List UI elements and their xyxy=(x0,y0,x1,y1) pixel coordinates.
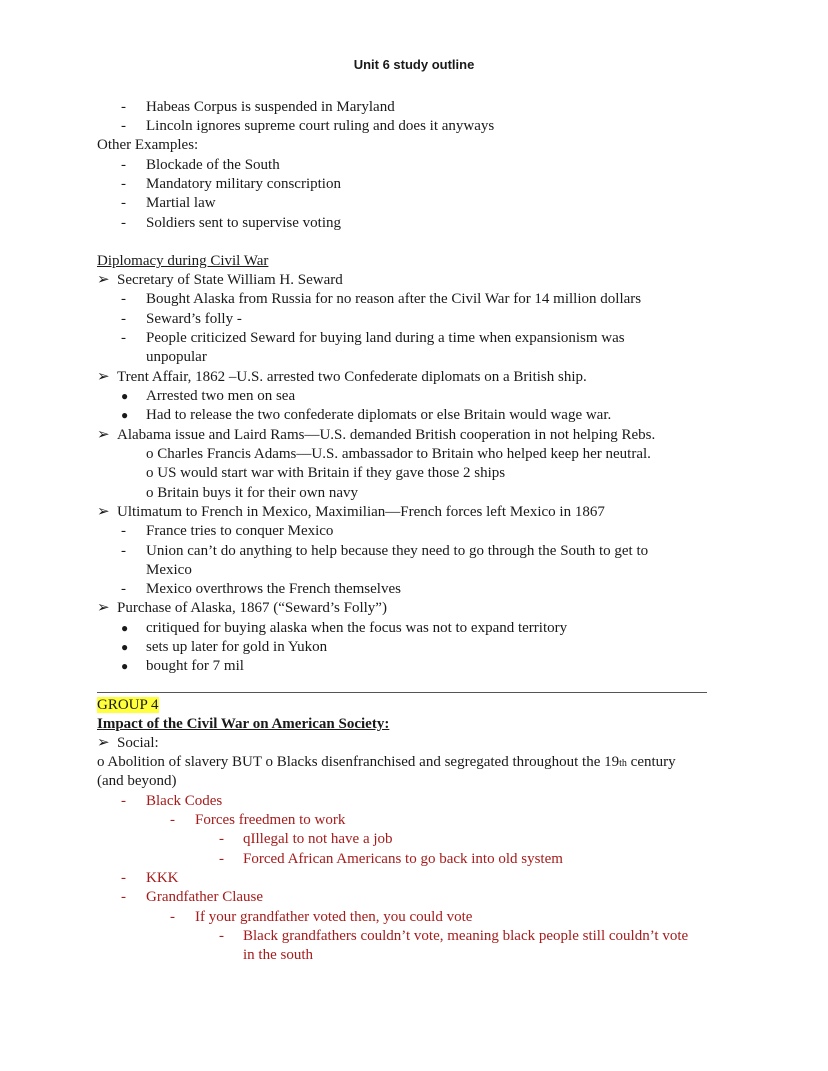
dash-marker: - xyxy=(121,195,126,211)
bullet-icon: ● xyxy=(121,640,129,654)
superscript-text: th xyxy=(619,758,627,769)
dash-marker: - xyxy=(121,889,126,905)
dash-marker: - xyxy=(121,870,126,886)
list-item: Purchase of Alaska, 1867 (“Seward’s Folly”) xyxy=(117,600,387,616)
dash-marker: - xyxy=(121,793,126,809)
list-item: o US would start war with Britain if they gave those 2 ships xyxy=(146,465,506,481)
list-item: o Britain buys it for their own navy xyxy=(146,485,359,501)
paragraph-text: century xyxy=(626,754,676,770)
arrow-bullet-icon: ➢ xyxy=(97,427,110,443)
list-item: critiqued for buying alaska when the focus was not to expand territory xyxy=(146,620,568,636)
dash-marker: - xyxy=(121,215,126,231)
dash-marker: - xyxy=(219,928,224,944)
dash-marker: - xyxy=(219,831,224,847)
list-item: Martial law xyxy=(146,195,216,211)
list-item-continued: Mexico xyxy=(146,562,192,578)
section-heading: Impact of the Civil War on American Society: xyxy=(97,716,390,732)
dash-marker: - xyxy=(121,118,126,134)
section-label: Other Examples: xyxy=(97,137,199,153)
arrow-bullet-icon: ➢ xyxy=(97,735,110,751)
list-item: Black grandfathers couldn’t vote, meaning black people still couldn’t vote xyxy=(243,928,689,944)
list-item: KKK xyxy=(146,870,179,886)
list-item: Union can’t do anything to help because they need to go through the South to get to xyxy=(146,543,649,559)
list-item: Forced African Americans to go back into old system xyxy=(243,851,563,867)
paragraph-line: (and beyond) xyxy=(97,773,177,789)
dash-marker: - xyxy=(219,851,224,867)
bullet-icon: ● xyxy=(121,389,129,403)
list-item: Habeas Corpus is suspended in Maryland xyxy=(146,99,395,115)
list-item: Blockade of the South xyxy=(146,157,280,173)
list-item: Trent Affair, 1862 –U.S. arrested two Confederate diplomats on a British ship. xyxy=(117,369,587,385)
list-item: If your grandfather voted then, you could vote xyxy=(195,909,473,925)
bullet-icon: ● xyxy=(121,621,129,635)
highlighted-text: GROUP 4 xyxy=(97,697,159,713)
list-item: sets up later for gold in Yukon xyxy=(146,639,328,655)
dash-marker: - xyxy=(121,176,126,192)
list-item: People criticized Seward for buying land during a time when expansionism was xyxy=(146,330,625,346)
arrow-bullet-icon: ➢ xyxy=(97,272,110,288)
paragraph-line xyxy=(97,753,676,773)
list-item: Had to release the two confederate diplomats or else Britain would wage war. xyxy=(146,407,612,423)
list-item: Secretary of State William H. Seward xyxy=(117,272,343,288)
dash-marker: - xyxy=(170,909,175,925)
list-item: bought for 7 mil xyxy=(146,658,244,674)
group-label xyxy=(97,696,159,715)
list-item-continued: unpopular xyxy=(146,349,207,365)
list-item: Lincoln ignores supreme court ruling and does it anyways xyxy=(146,118,495,134)
list-item: Black Codes xyxy=(146,793,223,809)
list-item: Alabama issue and Laird Rams—U.S. demanded British cooperation in not helping Rebs. xyxy=(117,427,656,443)
dash-marker: - xyxy=(121,523,126,539)
list-item-continued: in the south xyxy=(243,947,313,963)
bullet-icon: ● xyxy=(121,659,129,673)
dash-marker: - xyxy=(121,581,126,597)
list-item: qIllegal to not have a job xyxy=(243,831,393,847)
dash-marker: - xyxy=(170,812,175,828)
arrow-bullet-icon: ➢ xyxy=(97,600,110,616)
list-item: Mandatory military conscription xyxy=(146,176,341,192)
list-item: Grandfather Clause xyxy=(146,889,264,905)
list-item: Bought Alaska from Russia for no reason after the Civil War for 14 million dollars xyxy=(146,291,642,307)
horizontal-divider xyxy=(97,692,707,693)
list-item: Social: xyxy=(117,735,159,751)
dash-marker: - xyxy=(121,330,126,346)
arrow-bullet-icon: ➢ xyxy=(97,369,110,385)
paragraph-text: o Abolition of slavery BUT o Blacks disenfranchised and segregated throughout the 19 xyxy=(97,754,620,770)
bullet-icon: ● xyxy=(121,408,129,422)
dash-marker: - xyxy=(121,99,126,115)
dash-marker: - xyxy=(121,291,126,307)
dash-marker: - xyxy=(121,311,126,327)
page-title: Unit 6 study outline xyxy=(353,57,475,72)
arrow-bullet-icon: ➢ xyxy=(97,504,110,520)
dash-marker: - xyxy=(121,157,126,173)
section-heading: Diplomacy during Civil War xyxy=(97,253,269,269)
list-item: Mexico overthrows the French themselves xyxy=(146,581,401,597)
list-item: Seward’s folly - xyxy=(146,311,242,327)
list-item: o Charles Francis Adams—U.S. ambassador to Britain who helped keep her neutral. xyxy=(146,446,651,462)
dash-marker: - xyxy=(121,543,126,559)
list-item: France tries to conquer Mexico xyxy=(146,523,334,539)
list-item: Arrested two men on sea xyxy=(146,388,296,404)
list-item: Ultimatum to French in Mexico, Maximilian—French forces left Mexico in 1867 xyxy=(117,504,605,520)
list-item: Soldiers sent to supervise voting xyxy=(146,215,341,231)
list-item: Forces freedmen to work xyxy=(195,812,346,828)
